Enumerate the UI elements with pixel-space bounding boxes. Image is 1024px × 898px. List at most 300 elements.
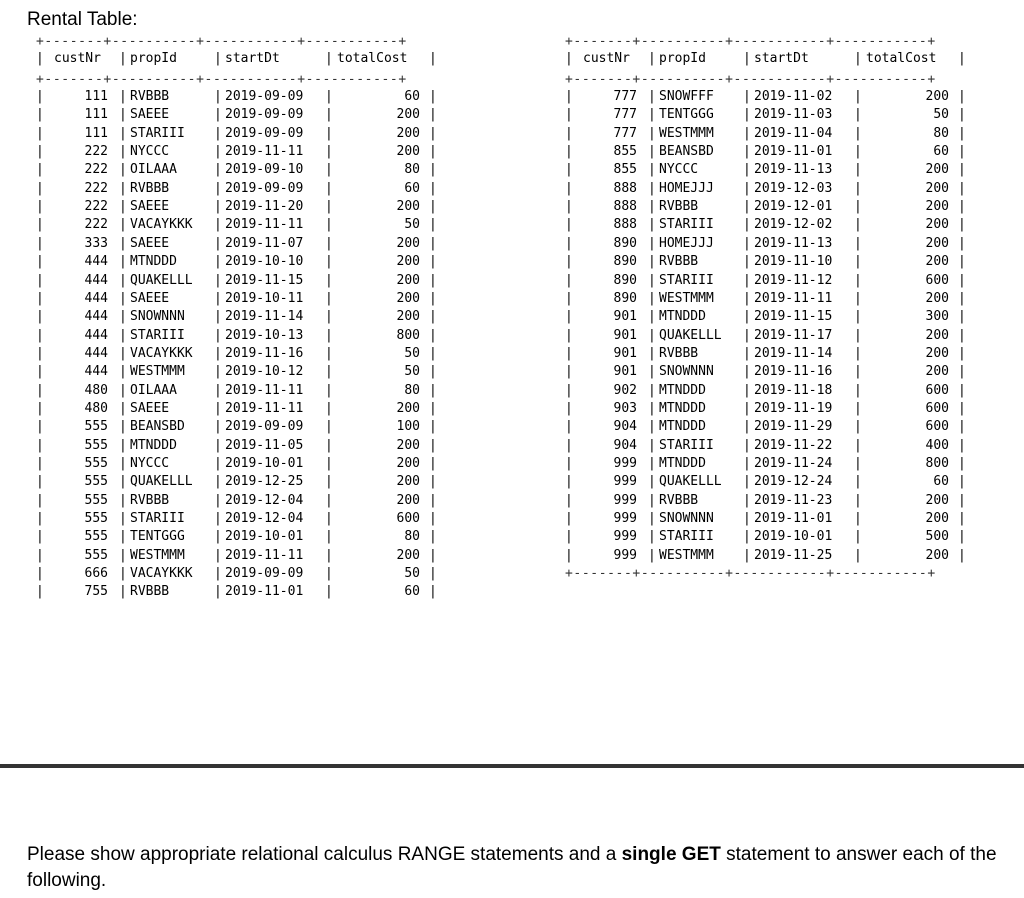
column-divider: | xyxy=(325,529,333,545)
table-row xyxy=(555,106,975,124)
column-divider: | xyxy=(36,217,44,233)
column-header: propId xyxy=(130,51,177,66)
column-divider: | xyxy=(958,327,966,343)
cell-startDt: 2019-12-02 xyxy=(754,217,833,233)
table-border: +-------+----------+-----------+-----------+ xyxy=(565,72,936,87)
column-divider: | xyxy=(119,529,127,545)
column-divider: | xyxy=(648,51,656,66)
cell-custNr: 999 xyxy=(613,511,637,527)
cell-propId: VACAYKKK xyxy=(130,217,193,233)
cell-propId: SAEEE xyxy=(130,235,170,251)
table-row xyxy=(555,547,975,565)
cell-propId: SNOWNNN xyxy=(659,364,714,380)
column-divider: | xyxy=(429,492,437,508)
column-divider: | xyxy=(565,89,573,104)
divider xyxy=(0,764,1024,768)
column-divider: | xyxy=(648,199,656,215)
cell-custNr: 890 xyxy=(613,272,637,288)
cell-totalCost: 600 xyxy=(925,419,949,435)
column-divider: | xyxy=(214,89,222,104)
cell-propId: TENTGGG xyxy=(130,529,185,545)
column-divider: | xyxy=(119,309,127,325)
column-divider: | xyxy=(648,107,656,123)
table-row xyxy=(26,272,446,290)
cell-totalCost: 400 xyxy=(925,437,949,453)
column-divider: | xyxy=(119,290,127,306)
cell-custNr: 444 xyxy=(84,309,108,325)
cell-totalCost: 50 xyxy=(404,217,420,233)
column-divider: | xyxy=(565,547,573,563)
column-divider: | xyxy=(36,290,44,306)
cell-propId: VACAYKKK xyxy=(130,345,193,361)
column-divider: | xyxy=(325,89,333,104)
column-divider: | xyxy=(648,547,656,563)
column-divider: | xyxy=(36,529,44,545)
column-header: propId xyxy=(659,51,706,66)
cell-propId: QUAKELLL xyxy=(659,327,722,343)
column-divider: | xyxy=(743,235,751,251)
column-divider: | xyxy=(429,529,437,545)
column-divider: | xyxy=(854,272,862,288)
cell-custNr: 444 xyxy=(84,327,108,343)
column-divider: | xyxy=(958,254,966,270)
cell-startDt: 2019-11-20 xyxy=(225,199,304,215)
cell-startDt: 2019-11-07 xyxy=(225,235,304,251)
cell-totalCost: 800 xyxy=(396,327,420,343)
column-divider: | xyxy=(36,180,44,196)
cell-totalCost: 80 xyxy=(933,125,949,141)
column-divider: | xyxy=(214,364,222,380)
column-divider: | xyxy=(429,107,437,123)
cell-propId: OILAAA xyxy=(130,162,177,178)
column-divider: | xyxy=(743,144,751,160)
cell-propId: STARIII xyxy=(130,125,185,141)
column-divider: | xyxy=(119,89,127,104)
cell-propId: NYCCC xyxy=(130,144,170,160)
cell-custNr: 901 xyxy=(613,309,637,325)
cell-custNr: 901 xyxy=(613,327,637,343)
column-divider: | xyxy=(429,125,437,141)
cell-totalCost: 200 xyxy=(396,144,420,160)
column-divider: | xyxy=(565,419,573,435)
cell-propId: RVBBB xyxy=(130,89,170,104)
column-divider: | xyxy=(36,272,44,288)
cell-custNr: 222 xyxy=(84,144,108,160)
cell-startDt: 2019-10-11 xyxy=(225,290,304,306)
column-divider: | xyxy=(743,345,751,361)
cell-custNr: 555 xyxy=(84,456,108,471)
table-row xyxy=(555,125,975,143)
column-divider: | xyxy=(854,107,862,123)
column-divider: | xyxy=(429,144,437,160)
column-divider: | xyxy=(119,217,127,233)
cell-startDt: 2019-10-01 xyxy=(754,529,833,545)
cell-startDt: 2019-11-10 xyxy=(754,254,833,270)
column-divider: | xyxy=(743,382,751,398)
column-divider: | xyxy=(325,327,333,343)
column-header: totalCost xyxy=(866,51,937,66)
cell-propId: HOMEJJJ xyxy=(659,180,714,196)
column-divider: | xyxy=(648,125,656,141)
column-divider: | xyxy=(648,437,656,453)
column-divider: | xyxy=(958,382,966,398)
question-text-part1: Please show appropriate relational calculus RANGE statements and a xyxy=(27,844,622,865)
cell-custNr: 555 xyxy=(84,511,108,527)
column-divider: | xyxy=(214,107,222,123)
question-text-bold: single GET xyxy=(621,844,721,865)
column-divider: | xyxy=(958,235,966,251)
column-divider: | xyxy=(743,199,751,215)
column-divider: | xyxy=(958,529,966,545)
column-divider: | xyxy=(565,272,573,288)
cell-totalCost: 200 xyxy=(925,327,949,343)
table-row xyxy=(26,510,446,528)
cell-propId: MTNDDD xyxy=(659,419,706,435)
cell-totalCost: 200 xyxy=(925,180,949,196)
table-row xyxy=(26,88,446,106)
column-divider: | xyxy=(119,51,127,66)
table-row xyxy=(555,492,975,510)
column-divider: | xyxy=(36,144,44,160)
cell-propId: NYCCC xyxy=(130,456,170,471)
column-divider: | xyxy=(36,419,44,435)
column-divider: | xyxy=(854,529,862,545)
cell-startDt: 2019-11-16 xyxy=(225,345,304,361)
cell-custNr: 890 xyxy=(613,254,637,270)
column-divider: | xyxy=(648,180,656,196)
column-divider: | xyxy=(854,474,862,490)
column-divider: | xyxy=(854,419,862,435)
cell-totalCost: 200 xyxy=(396,474,420,490)
table-row xyxy=(26,253,446,271)
column-divider: | xyxy=(119,566,127,582)
column-divider: | xyxy=(119,437,127,453)
cell-propId: WESTMMM xyxy=(130,547,185,563)
cell-totalCost: 200 xyxy=(925,235,949,251)
column-divider: | xyxy=(743,327,751,343)
cell-propId: SAEEE xyxy=(130,199,170,215)
cell-totalCost: 200 xyxy=(925,345,949,361)
cell-startDt: 2019-11-11 xyxy=(754,290,833,306)
cell-totalCost: 60 xyxy=(404,89,420,104)
cell-totalCost: 60 xyxy=(933,144,949,160)
table-row xyxy=(26,198,446,216)
column-divider: | xyxy=(743,162,751,178)
table-row xyxy=(555,290,975,308)
cell-startDt: 2019-09-09 xyxy=(225,125,304,141)
cell-propId: SNOWFFF xyxy=(659,89,714,104)
cell-startDt: 2019-11-15 xyxy=(225,272,304,288)
column-divider: | xyxy=(958,456,966,471)
column-divider: | xyxy=(325,235,333,251)
cell-propId: RVBBB xyxy=(659,199,699,215)
cell-totalCost: 600 xyxy=(396,511,420,527)
cell-custNr: 888 xyxy=(613,199,637,215)
column-divider: | xyxy=(565,217,573,233)
cell-propId: MTNDDD xyxy=(659,309,706,325)
column-divider: | xyxy=(119,107,127,123)
cell-custNr: 666 xyxy=(84,566,108,582)
column-divider: | xyxy=(648,345,656,361)
cell-totalCost: 60 xyxy=(404,180,420,196)
cell-startDt: 2019-11-01 xyxy=(754,511,833,527)
column-divider: | xyxy=(36,547,44,563)
cell-propId: OILAAA xyxy=(130,382,177,398)
cell-startDt: 2019-11-01 xyxy=(225,584,304,600)
column-divider: | xyxy=(958,51,966,66)
column-divider: | xyxy=(36,162,44,178)
cell-startDt: 2019-11-14 xyxy=(225,309,304,325)
column-divider: | xyxy=(214,162,222,178)
column-divider: | xyxy=(565,235,573,251)
column-divider: | xyxy=(565,345,573,361)
column-divider: | xyxy=(119,474,127,490)
table-row xyxy=(555,473,975,491)
cell-startDt: 2019-11-13 xyxy=(754,235,833,251)
cell-totalCost: 80 xyxy=(404,382,420,398)
table-row xyxy=(555,143,975,161)
column-divider: | xyxy=(325,566,333,582)
column-divider: | xyxy=(648,474,656,490)
column-divider: | xyxy=(325,144,333,160)
column-divider: | xyxy=(429,272,437,288)
cell-startDt: 2019-12-25 xyxy=(225,474,304,490)
cell-totalCost: 60 xyxy=(404,584,420,600)
table-row xyxy=(26,363,446,381)
cell-custNr: 755 xyxy=(84,584,108,600)
table-row xyxy=(26,125,446,143)
column-divider: | xyxy=(565,529,573,545)
table-row xyxy=(555,455,975,473)
column-divider: | xyxy=(958,400,966,416)
cell-custNr: 855 xyxy=(613,144,637,160)
column-divider: | xyxy=(429,584,437,600)
column-divider: | xyxy=(648,382,656,398)
column-divider: | xyxy=(565,107,573,123)
cell-startDt: 2019-09-09 xyxy=(225,180,304,196)
cell-custNr: 999 xyxy=(613,474,637,490)
cell-startDt: 2019-11-05 xyxy=(225,437,304,453)
cell-startDt: 2019-12-03 xyxy=(754,180,833,196)
column-divider: | xyxy=(36,235,44,251)
column-divider: | xyxy=(743,364,751,380)
cell-startDt: 2019-09-09 xyxy=(225,419,304,435)
column-divider: | xyxy=(214,180,222,196)
column-divider: | xyxy=(325,180,333,196)
column-divider: | xyxy=(743,51,751,66)
column-divider: | xyxy=(429,382,437,398)
cell-propId: NYCCC xyxy=(659,162,699,178)
cell-totalCost: 200 xyxy=(925,511,949,527)
column-divider: | xyxy=(36,89,44,104)
column-divider: | xyxy=(325,272,333,288)
cell-propId: MTNDDD xyxy=(130,254,177,270)
cell-custNr: 888 xyxy=(613,180,637,196)
column-divider: | xyxy=(958,89,966,104)
column-divider: | xyxy=(36,456,44,471)
table-row xyxy=(555,308,975,326)
column-divider: | xyxy=(429,474,437,490)
cell-totalCost: 200 xyxy=(925,199,949,215)
column-divider: | xyxy=(325,51,333,66)
cell-startDt: 2019-11-01 xyxy=(754,144,833,160)
cell-totalCost: 50 xyxy=(933,107,949,123)
column-divider: | xyxy=(214,272,222,288)
column-divider: | xyxy=(325,309,333,325)
table-border: +-------+----------+-----------+-----------+ xyxy=(565,566,936,582)
column-divider: | xyxy=(648,400,656,416)
table-row xyxy=(555,180,975,198)
column-divider: | xyxy=(648,290,656,306)
column-divider: | xyxy=(429,511,437,527)
column-divider: | xyxy=(36,382,44,398)
column-divider: | xyxy=(429,437,437,453)
cell-custNr: 904 xyxy=(613,419,637,435)
column-divider: | xyxy=(565,51,573,66)
column-divider: | xyxy=(36,364,44,380)
column-divider: | xyxy=(648,89,656,104)
cell-custNr: 555 xyxy=(84,492,108,508)
column-divider: | xyxy=(36,125,44,141)
cell-custNr: 111 xyxy=(84,125,108,141)
cell-totalCost: 200 xyxy=(925,162,949,178)
column-divider: | xyxy=(429,327,437,343)
cell-propId: VACAYKKK xyxy=(130,566,193,582)
table-row xyxy=(26,290,446,308)
cell-totalCost: 200 xyxy=(925,89,949,104)
column-divider: | xyxy=(565,254,573,270)
cell-propId: RVBBB xyxy=(659,254,699,270)
cell-startDt: 2019-09-09 xyxy=(225,107,304,123)
cell-propId: WESTMMM xyxy=(130,364,185,380)
table-row xyxy=(555,418,975,436)
cell-propId: TENTGGG xyxy=(659,107,714,123)
column-divider: | xyxy=(743,254,751,270)
column-divider: | xyxy=(565,456,573,471)
column-divider: | xyxy=(743,89,751,104)
column-divider: | xyxy=(743,272,751,288)
column-divider: | xyxy=(854,89,862,104)
column-divider: | xyxy=(854,199,862,215)
column-divider: | xyxy=(429,547,437,563)
column-divider: | xyxy=(648,327,656,343)
table-row xyxy=(26,528,446,546)
column-divider: | xyxy=(36,107,44,123)
column-divider: | xyxy=(854,382,862,398)
column-divider: | xyxy=(325,474,333,490)
cell-totalCost: 80 xyxy=(404,529,420,545)
cell-custNr: 222 xyxy=(84,162,108,178)
column-divider: | xyxy=(854,144,862,160)
column-divider: | xyxy=(854,180,862,196)
cell-startDt: 2019-11-03 xyxy=(754,107,833,123)
cell-custNr: 999 xyxy=(613,547,637,563)
cell-propId: HOMEJJJ xyxy=(659,235,714,251)
column-divider: | xyxy=(429,51,437,66)
cell-custNr: 222 xyxy=(84,217,108,233)
cell-custNr: 111 xyxy=(84,107,108,123)
cell-startDt: 2019-11-11 xyxy=(225,547,304,563)
column-divider: | xyxy=(743,547,751,563)
column-divider: | xyxy=(958,511,966,527)
column-divider: | xyxy=(325,419,333,435)
column-divider: | xyxy=(565,144,573,160)
cell-totalCost: 200 xyxy=(925,492,949,508)
cell-custNr: 480 xyxy=(84,400,108,416)
table-row xyxy=(26,327,446,345)
cell-propId: QUAKELLL xyxy=(130,474,193,490)
cell-custNr: 901 xyxy=(613,364,637,380)
column-divider: | xyxy=(36,199,44,215)
table-border: +-------+----------+-----------+-----------+ xyxy=(36,34,407,49)
column-divider: | xyxy=(36,584,44,600)
table-row xyxy=(555,235,975,253)
column-divider: | xyxy=(854,235,862,251)
table-row xyxy=(26,492,446,510)
column-divider: | xyxy=(743,180,751,196)
cell-custNr: 444 xyxy=(84,364,108,380)
column-divider: | xyxy=(214,492,222,508)
cell-custNr: 444 xyxy=(84,254,108,270)
column-divider: | xyxy=(958,492,966,508)
cell-startDt: 2019-11-25 xyxy=(754,547,833,563)
column-divider: | xyxy=(119,419,127,435)
column-divider: | xyxy=(325,345,333,361)
column-divider: | xyxy=(36,327,44,343)
table-row xyxy=(555,253,975,271)
cell-totalCost: 200 xyxy=(925,217,949,233)
table-border: +-------+----------+-----------+-----------+ xyxy=(36,72,407,87)
cell-propId: SAEEE xyxy=(130,107,170,123)
column-divider: | xyxy=(958,199,966,215)
cell-custNr: 777 xyxy=(613,89,637,104)
cell-custNr: 555 xyxy=(84,474,108,490)
column-divider: | xyxy=(119,199,127,215)
table-row xyxy=(555,88,975,106)
column-divider: | xyxy=(565,364,573,380)
cell-startDt: 2019-11-04 xyxy=(754,125,833,141)
column-divider: | xyxy=(119,144,127,160)
column-divider: | xyxy=(36,474,44,490)
cell-propId: SNOWNNN xyxy=(130,309,185,325)
column-divider: | xyxy=(119,125,127,141)
column-divider: | xyxy=(743,437,751,453)
cell-totalCost: 60 xyxy=(933,474,949,490)
table-row xyxy=(555,400,975,418)
cell-startDt: 2019-12-24 xyxy=(754,474,833,490)
cell-totalCost: 200 xyxy=(396,437,420,453)
cell-custNr: 555 xyxy=(84,419,108,435)
cell-propId: QUAKELLL xyxy=(659,474,722,490)
cell-startDt: 2019-11-11 xyxy=(225,217,304,233)
cell-totalCost: 50 xyxy=(404,345,420,361)
cell-startDt: 2019-12-01 xyxy=(754,199,833,215)
cell-startDt: 2019-10-01 xyxy=(225,529,304,545)
column-divider: | xyxy=(565,437,573,453)
column-divider: | xyxy=(325,511,333,527)
column-divider: | xyxy=(565,309,573,325)
column-divider: | xyxy=(325,584,333,600)
column-divider: | xyxy=(958,419,966,435)
cell-custNr: 480 xyxy=(84,382,108,398)
column-divider: | xyxy=(648,456,656,471)
column-divider: | xyxy=(854,327,862,343)
cell-startDt: 2019-10-12 xyxy=(225,364,304,380)
cell-totalCost: 200 xyxy=(396,400,420,416)
column-divider: | xyxy=(325,437,333,453)
cell-propId: QUAKELLL xyxy=(130,272,193,288)
cell-propId: RVBBB xyxy=(659,345,699,361)
